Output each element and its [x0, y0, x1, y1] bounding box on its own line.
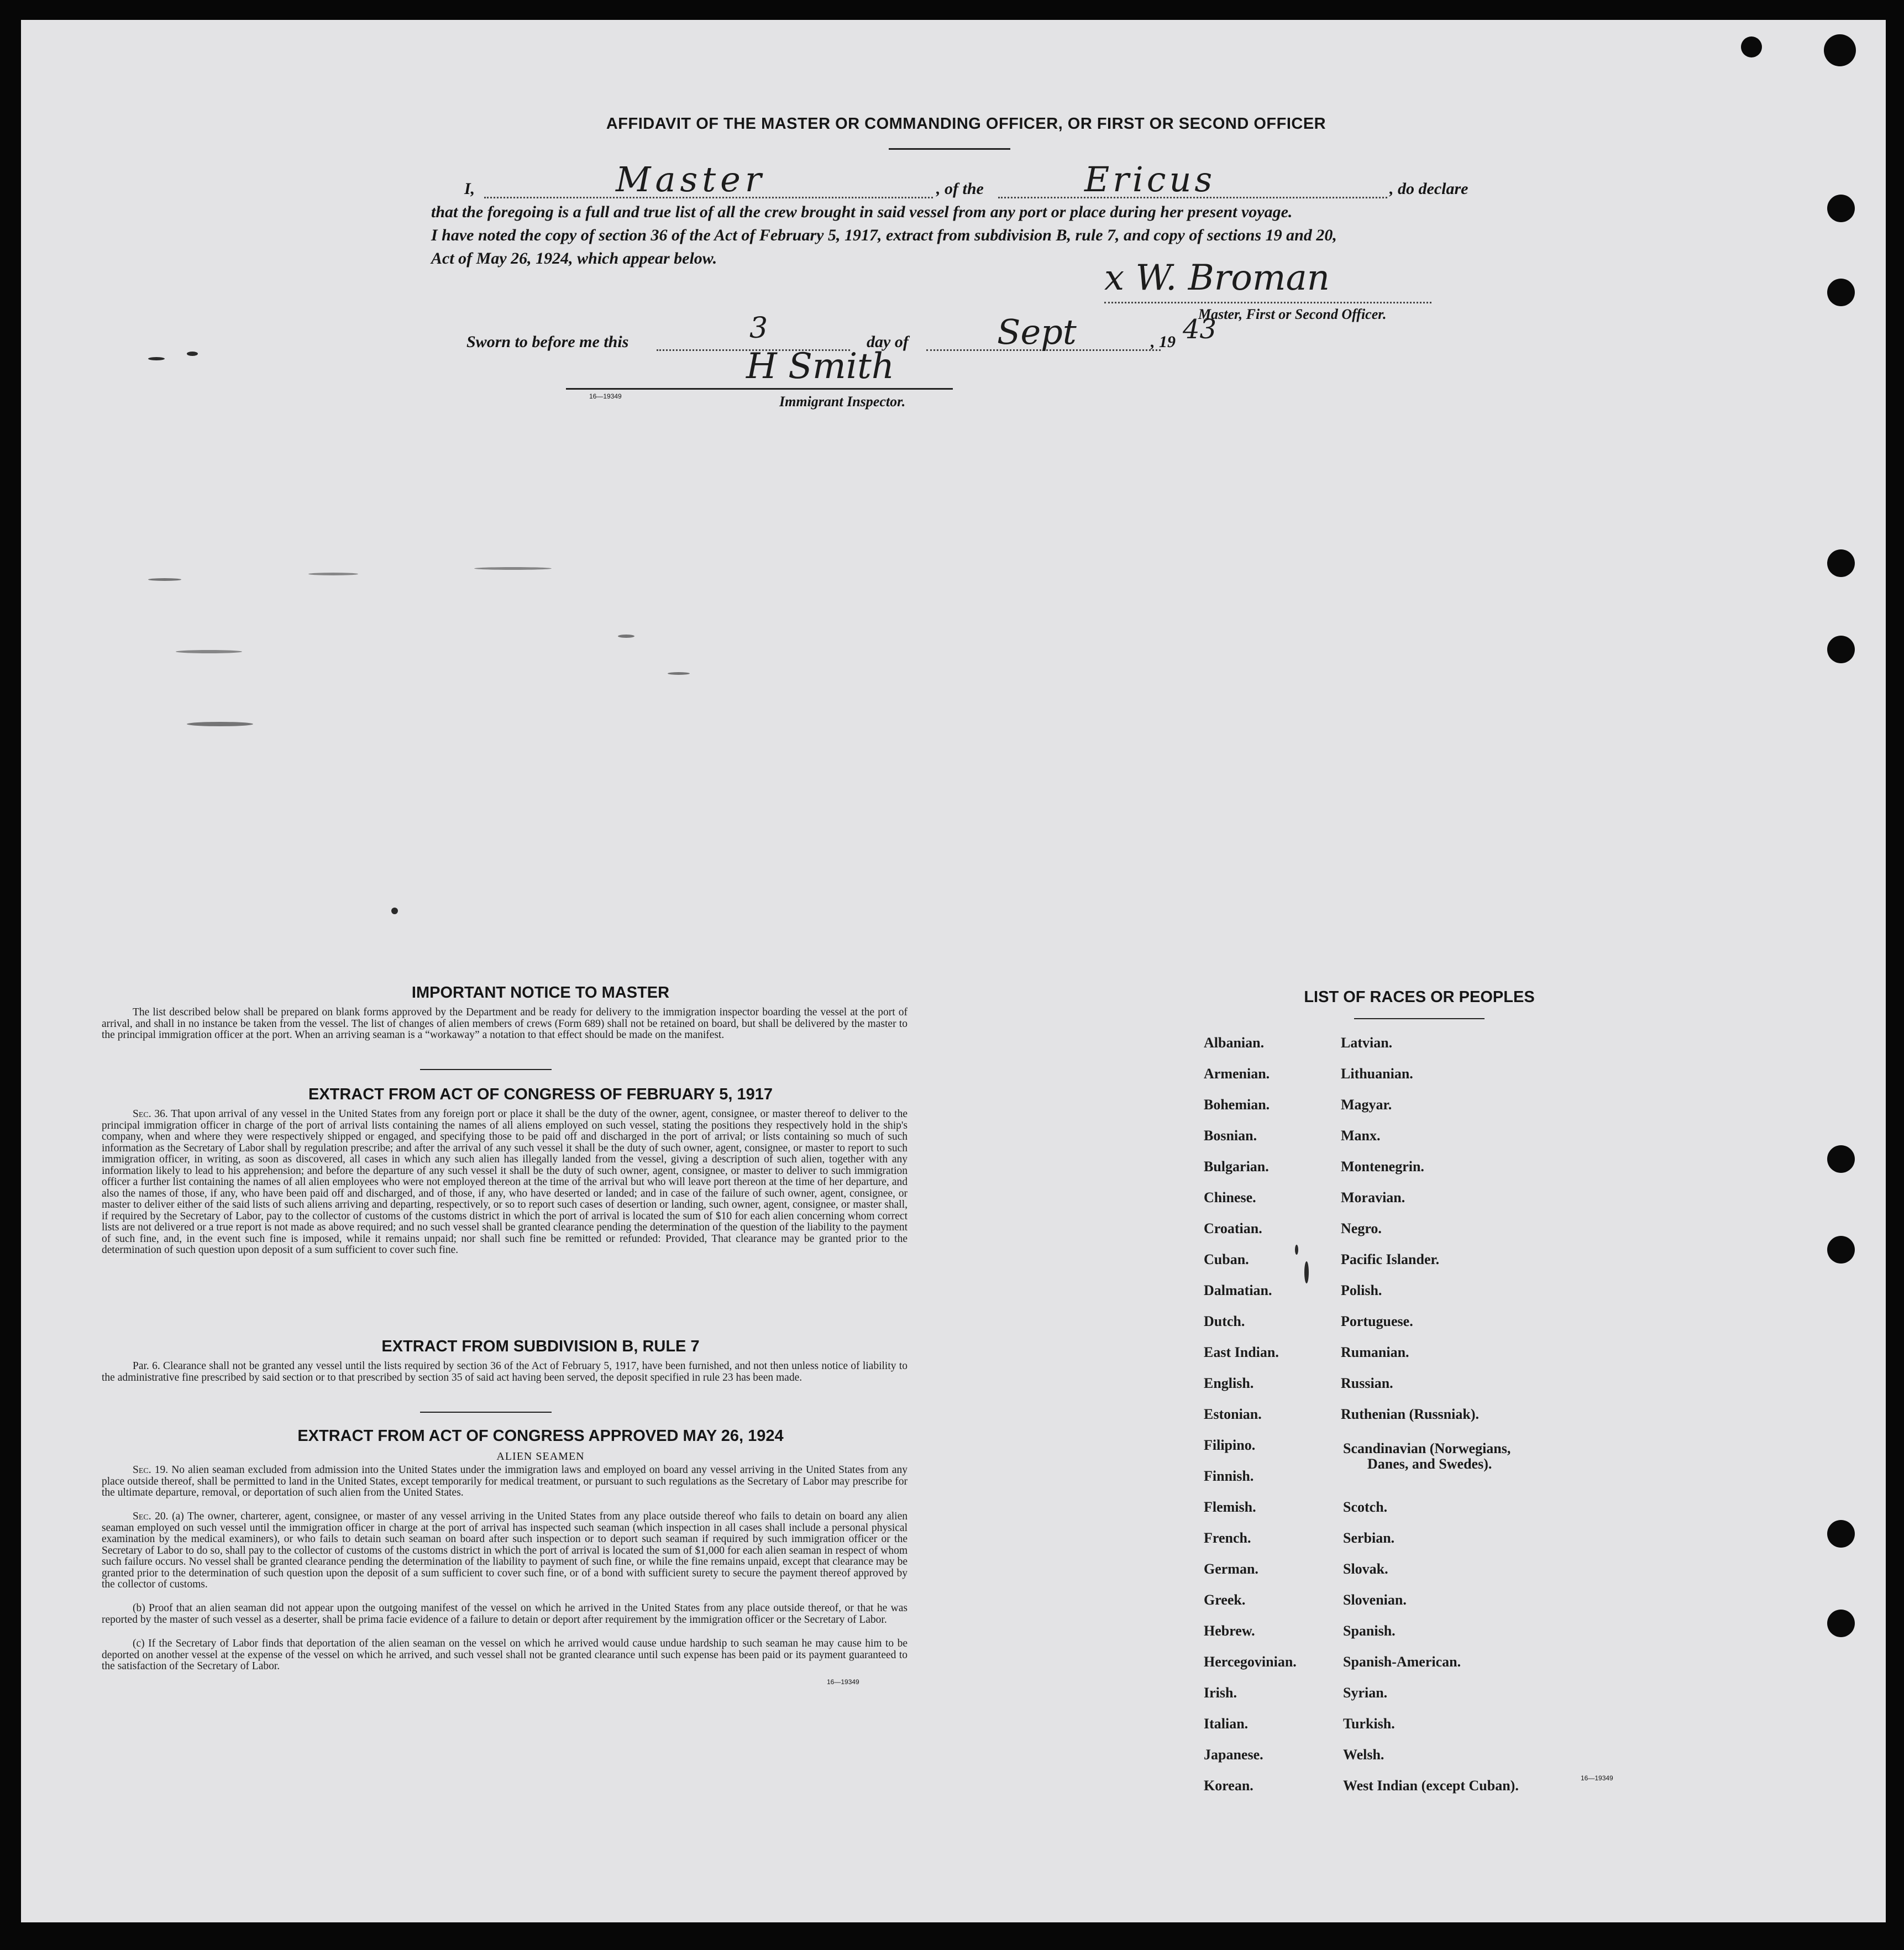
punch-hole — [1827, 1145, 1855, 1173]
race-item: Welsh. — [1343, 1747, 1384, 1763]
race-item: Polish. — [1341, 1282, 1382, 1298]
race-item: Greek. — [1204, 1592, 1246, 1608]
race-item: Serbian. — [1343, 1530, 1395, 1546]
sec-36-text: That upon arrival of any vessel in the United States from any foreign port or place it shall be the duty of the owner, agent, consignee, or master thereof to deliver to the principal immigration officer in charge of the port of arrival lists containing the names of all aliens employed on such vessel, stating the positions they respectively hold in the ship's company, when and where they were respectively shipped or engaged, and specifying those to be paid off and discharged in the port of arrival; or lists containing so much of such information as the Secretary of Labor shall by regulation prescribe; and after the arrival of any such vessel it shall be the duty of such owner, agent, consignee, or master to report to such immigration officer, in writing, as soon as discovered, all cases in which any such alien has illegally landed from the vessel, giving a description of such alien, together with any information likely to lead to his apprehension; and before the departure of any such vessel it shall be the duty of such owner, agent, consignee, or master to deliver to such immigration officer a further list containing the names of all alien employees who were not employed thereon at the time of the arrival but who will leave port thereon at the time of her departure, and also the names of those, if any, who have been paid off and discharged, and of those, if any, who have deserted or landed; and in case of the failure of such owner, agent, consignee, or master to deliver either of the said lists of such aliens arriving and departing, respectively, or so to report such cases of desertion or landing, such owner, agent, consignee, or master shall, if required by the Secretary of Labor, pay to the collector of customs of the customs district in which the port of arrival is located the sum of $10 for each alien concerning whom correct lists are not delivered or a true report is not made as above required; and no such vessel shall be granted clearance pending the determination of the question of the liability to the payment of such fine, and, in the event such fine is imposed, while it remains unpaid; nor shall such fine be remitted or refunded: Provided, That clearance may be granted prior to the determination of such question upon deposit of a sum sufficient to cover such fine. — [102, 1108, 908, 1256]
race-item: Bohemian. — [1204, 1097, 1270, 1113]
race-item: Hebrew. — [1204, 1623, 1255, 1639]
race-item: West Indian (except Cuban). — [1343, 1778, 1519, 1794]
ink-speck — [1304, 1261, 1309, 1283]
race-item: Cuban. — [1204, 1251, 1249, 1267]
sec-36-label: Sec. 36. — [133, 1108, 168, 1120]
race-item: Japanese. — [1204, 1747, 1263, 1763]
punch-hole — [1827, 636, 1855, 663]
document-page — [21, 20, 1886, 1922]
sec-20a-body — [102, 1511, 908, 1591]
ink-speck — [176, 650, 242, 653]
sec-20a-text: (a) The owner, charterer, agent, consignee, or master of any vessel arriving in the United States from any place outside thereof who fails to detain on board any alien seaman employed on such vessel until the immigration officer in charge at the port of arrival has inspected such seaman (which inspection in all cases shall include a personal physical examination by the medical examiners), or who fails to detain such seaman on board after such inspection or to deport such seaman if required by such immigration officer or the Secretary of Labor to do so, shall pay to the collector of customs of the customs district in which the port of arrival is located the sum of $1,000 for each alien seaman in respect of whom such failure occurs. No vessel shall be granted clearance pending the determination of the liability to payment of such fine, or while the fine remains unpaid, except that clearance may be granted prior to the determination of such question upon the deposit of a sum sufficient to cover such fine, or of a bond with sufficient surety to secure the payment thereof approved by the collector of customs. — [102, 1511, 908, 1590]
declaration-line-1: that the foregoing is a full and true list of all the crew brought in said vessel from any port or place during her present voyage. — [431, 203, 1293, 221]
punch-hole — [1827, 549, 1855, 577]
race-item: German. — [1204, 1561, 1258, 1577]
sec-19-text: No alien seaman excluded from admission into the United States under the immigration laws and employed on board any vessel arriving in the United States from any place outside thereof, shall be permitted to land in the United States, except temporarily for medical treatment, or pursuant to such regulations as the Secretary of Labor may prescribe for the ultimate departure, removal, or deportation of such alien from the United States. — [102, 1464, 908, 1498]
race-item: Finnish. — [1204, 1468, 1254, 1484]
race-item: Slovak. — [1343, 1561, 1388, 1577]
punch-hole — [1824, 34, 1856, 66]
sec-20b-body: (b) Proof that an alien seaman did not appear upon the outgoing manifest of the vessel on which he arrived in the United States from any place outside thereof, or that he was reported by the master of such vessel as a deserter, shall be prima facie evidence of a failure to detain or deport after requirement by the immigration officer or the Secretary of Labor. — [102, 1602, 908, 1626]
punch-hole — [1827, 195, 1855, 222]
race-item: French. — [1204, 1530, 1251, 1546]
ink-speck — [308, 573, 358, 575]
ink-speck — [668, 672, 690, 675]
title-rule — [889, 148, 1010, 150]
inspector-line — [566, 388, 953, 390]
declaration-line-2: I have noted the copy of section 36 of the Act of February 5, 1917, extract from subdivision B, rule 7, and copy of sections 19 and 20, — [431, 226, 1337, 244]
race-item: Flemish. — [1204, 1499, 1256, 1515]
notice-form-number: 16—19349 — [827, 1678, 859, 1686]
race-item: Portuguese. — [1341, 1313, 1413, 1329]
sec-19-body — [102, 1465, 908, 1499]
race-item: Irish. — [1204, 1685, 1237, 1701]
race-item: Filipino. — [1204, 1437, 1256, 1453]
year-handwritten: 43 — [1183, 314, 1217, 345]
notice-body: The list described below shall be prepared on blank forms approved by the Department and be ready for delivery to the immigration inspector boarding the vessel at the port of arrival, and shall in no instance be taken from the vessel. The list of changes of alien members of crews (Form 689) shall not be retained on board, but shall be delivered by the master to the principal immigration officer at the port. When an arriving seaman is a “workaway” a notation to that effect should be made on the manifest. — [102, 1007, 908, 1041]
race-item: Bosnian. — [1204, 1128, 1257, 1144]
sworn-label: Sworn to before me this — [466, 333, 629, 351]
officer-handwritten: Master — [616, 159, 766, 200]
of-the-label: , of the — [936, 180, 984, 198]
race-item: Magyar. — [1341, 1097, 1392, 1113]
race-item: Italian. — [1204, 1716, 1249, 1732]
ink-speck — [474, 567, 552, 570]
race-item: Latvian. — [1341, 1035, 1393, 1051]
punch-hole — [1741, 36, 1762, 57]
ink-speck — [148, 578, 181, 581]
race-item: East Indian. — [1204, 1344, 1279, 1360]
day-of-label: day of — [867, 333, 909, 351]
race-item: Bulgarian. — [1204, 1159, 1269, 1175]
ink-speck — [391, 908, 398, 914]
race-item: Moravian. — [1341, 1189, 1405, 1205]
master-caption: Master, First or Second Officer. — [1198, 306, 1387, 322]
race-item: Turkish. — [1343, 1716, 1395, 1732]
sec-20-label: Sec. 20. — [133, 1511, 169, 1522]
race-item: Spanish-American. — [1343, 1654, 1461, 1670]
race-item: Korean. — [1204, 1778, 1253, 1794]
race-item: Dutch. — [1204, 1313, 1245, 1329]
race-item: Negro. — [1341, 1220, 1382, 1236]
race-item: Hercegovinian. — [1204, 1654, 1297, 1670]
act-1917-title: EXTRACT FROM ACT OF CONGRESS OF FEBRUARY 5, 1917 — [308, 1086, 773, 1103]
races-rule — [1354, 1018, 1485, 1019]
act-1924-title: EXTRACT FROM ACT OF CONGRESS APPROVED MAY 26, 1924 — [297, 1427, 784, 1445]
day-handwritten: 3 — [749, 312, 768, 345]
race-item: Rumanian. — [1341, 1344, 1409, 1360]
par-6-body: Par. 6. Clearance shall not be granted any vessel until the lists required by section 36 of the Act of February 5, 1917, have been furnished, and not then unless notice of liability to the administrative fine prescribed by said section or to that prescribed by section 35 of said act having been served, the deposit specified in rule 23 has been made. — [102, 1360, 908, 1383]
alien-seamen-heading: ALIEN SEAMEN — [496, 1450, 585, 1462]
punch-hole — [1827, 1520, 1855, 1548]
race-item: Syrian. — [1343, 1685, 1388, 1701]
race-item: Ruthenian (Russniak). — [1341, 1406, 1479, 1422]
races-title: LIST OF RACES OR PEOPLES — [1304, 988, 1535, 1006]
sec-19-label: Sec. 19. — [133, 1464, 169, 1476]
race-item: Spanish. — [1343, 1623, 1396, 1639]
race-item: Albanian. — [1204, 1035, 1265, 1051]
race-item: Pacific Islander. — [1341, 1251, 1440, 1267]
race-item: Dalmatian. — [1204, 1282, 1272, 1298]
sec-36-body — [102, 1109, 908, 1256]
inspector-caption: Immigrant Inspector. — [779, 394, 906, 410]
race-item: Russian. — [1341, 1375, 1393, 1391]
race-item: Croatian. — [1204, 1220, 1262, 1236]
race-item: Scandinavian (Norwegians, — [1343, 1440, 1511, 1456]
race-item: Lithuanian. — [1341, 1066, 1413, 1082]
race-item: Chinese. — [1204, 1189, 1256, 1205]
sec-20c-body: (c) If the Secretary of Labor finds that deportation of the alien seaman on the vessel on which he arrived would cause undue hardship to such seaman he may cause him to be deported on another vessel at the expense of the vessel on which he arrived, and such vessel shall not be granted clearance until such expense has been paid or its payment guaranteed to the satisfaction of the Secretary of Labor. — [102, 1638, 908, 1672]
rule-7-title: EXTRACT FROM SUBDIVISION B, RULE 7 — [381, 1338, 700, 1355]
ink-speck — [618, 635, 634, 638]
races-form-number: 16—19349 — [1581, 1774, 1613, 1782]
race-item: Estonian. — [1204, 1406, 1262, 1422]
punch-hole — [1827, 1236, 1855, 1264]
month-handwritten: Sept — [997, 312, 1077, 352]
race-item: Armenian. — [1204, 1066, 1270, 1082]
declare-label: , do declare — [1389, 180, 1468, 198]
punch-hole — [1827, 1610, 1855, 1637]
race-item: English. — [1204, 1375, 1254, 1391]
race-item: Scotch. — [1343, 1499, 1388, 1515]
form-number: 16—19349 — [589, 392, 622, 400]
declaration-line-3: Act of May 26, 1924, which appear below. — [431, 249, 717, 268]
signature-line — [1104, 302, 1431, 303]
section-rule — [420, 1412, 552, 1413]
race-item: Danes, and Swedes). — [1367, 1456, 1492, 1472]
punch-hole — [1827, 279, 1855, 306]
race-item: Montenegrin. — [1341, 1159, 1424, 1175]
race-item: Manx. — [1341, 1128, 1381, 1144]
ink-speck — [1295, 1245, 1298, 1255]
ink-speck — [187, 352, 198, 356]
i-label: I, — [464, 180, 475, 198]
vessel-handwritten: Ericus — [1084, 159, 1216, 200]
section-rule — [420, 1069, 552, 1070]
year-prefix: , 19 — [1151, 333, 1176, 351]
race-item: Slovenian. — [1343, 1592, 1407, 1608]
ink-speck — [187, 722, 253, 726]
inspector-signature: H Smith — [746, 346, 895, 387]
affidavit-title: AFFIDAVIT OF THE MASTER OR COMMANDING OFFICER, OR FIRST OR SECOND OFFICER — [606, 115, 1326, 133]
notice-title: IMPORTANT NOTICE TO MASTER — [411, 984, 670, 1002]
master-signature: x W. Broman — [1104, 258, 1330, 298]
ink-speck — [148, 357, 165, 360]
